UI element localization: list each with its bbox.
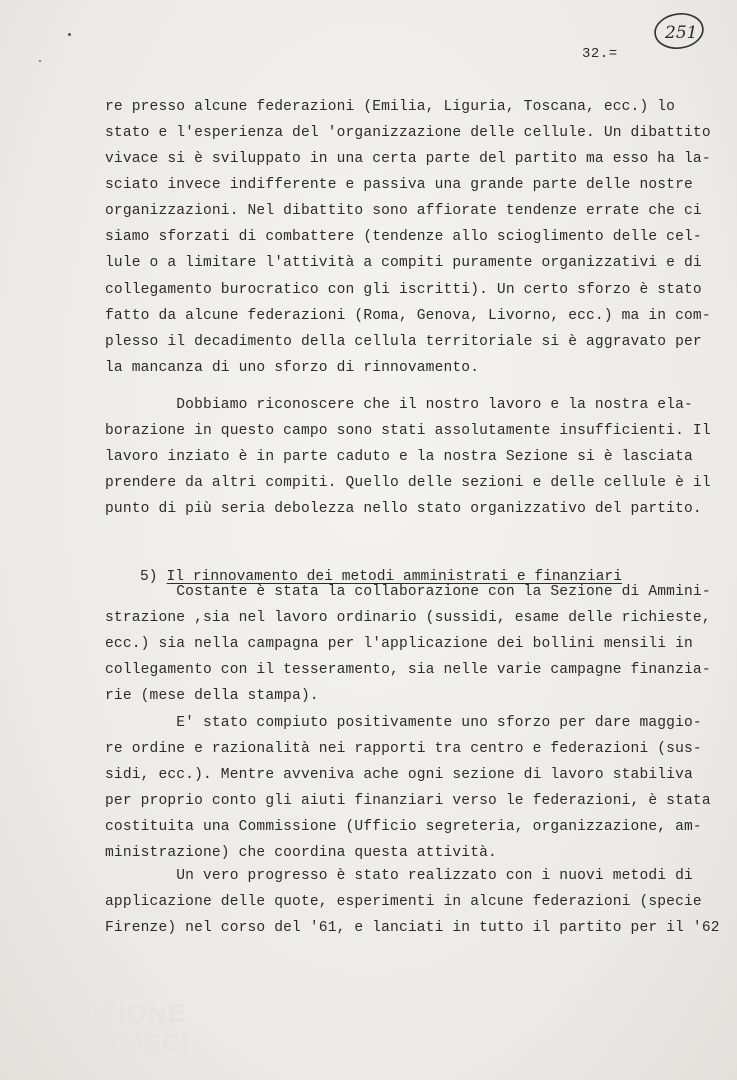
text-line: ministrazione) che coordina questa attività. — [105, 845, 497, 861]
text-line: costituita una Commissione (Ufficio segreteria, organizzazione, am- — [105, 819, 702, 835]
text-line: ecc.) sia nella campagna per l'applicazione dei bollini mensili in — [105, 636, 693, 652]
text-line: sciato invece indifferente e passiva una grande parte delle nostre — [105, 177, 693, 193]
text-line: organizzazioni. Nel dibattito sono affiorate tendenze errate che ci — [105, 203, 702, 219]
text-line: prendere da altri compiti. Quello delle sezioni e delle cellule è il — [105, 475, 711, 491]
text-line: plesso il decadimento della cellula territoriale si è aggravato per — [105, 334, 702, 350]
text-line: lavoro inziato è in parte caduto e la nostra Sezione si è lasciata — [105, 449, 693, 465]
text-line: re presso alcune federazioni (Emilia, Liguria, Toscana, ecc.) lo — [105, 99, 676, 115]
text-line: Un vero progresso è stato realizzato con i nuovi metodi di — [105, 868, 693, 884]
section-title: Il rinnovamento dei metodi amministrati e finanziari — [166, 569, 622, 585]
text-line: re ordine e razionalità nei rapporti tra centro e federazioni (sus- — [105, 741, 702, 757]
section-number: 5) — [140, 569, 158, 585]
text-line: applicazione delle quote, esperimenti in alcune federazioni (specie — [105, 894, 702, 910]
text-line: Firenze) nel corso del '61, e lanciati in tutto il partito per il '62 — [105, 920, 720, 936]
ink-speck — [68, 33, 71, 36]
text-line: collegamento con il tesseramento, sia nelle varie campagne finanzia- — [105, 662, 711, 678]
text-line: strazione ,sia nel lavoro ordinario (sussidi, esame delle richieste, — [105, 610, 711, 626]
text-line: stato e l'esperienza del 'organizzazione delle cellule. Un dibattito — [105, 125, 711, 141]
text-line: vivace si è sviluppato in una certa parte del partito ma esso ha la- — [105, 151, 711, 167]
archive-number: 251 — [665, 23, 698, 43]
text-line: sidi, ecc.). Mentre avveniva ache ogni sezione di lavoro stabiliva — [105, 767, 693, 783]
text-line: Dobbiamo riconoscere che il nostro lavoro e la nostra ela- — [105, 397, 693, 413]
text-line: borazione in questo campo sono stati assolutamente insufficienti. Il — [105, 423, 711, 439]
text-line: lule o a limitare l'attività a compiti puramente organizzativi e di — [105, 255, 702, 271]
watermark-text: GRAMSCI — [60, 1028, 190, 1058]
text-line: rie (mese della stampa). — [105, 688, 319, 704]
text-line: E' stato compiuto positivamente uno sforzo per dare maggio- — [105, 715, 702, 731]
text-line: per proprio conto gli aiuti finanziari verso le federazioni, è stata — [105, 793, 711, 809]
watermark-text: FONDAZIONE — [4, 998, 186, 1028]
text-line: fatto da alcune federazioni (Roma, Genova, Livorno, ecc.) ma in com- — [105, 308, 711, 324]
archive-number-stamp — [652, 10, 706, 52]
ink-speck — [39, 60, 41, 62]
text-line: Costante è stata la collaborazione con la Sezione di Ammini- — [105, 584, 711, 600]
text-line: punto di più seria debolezza nello stato organizzativo del partito. — [105, 501, 702, 517]
text-line: la mancanza di uno sforzo di rinnovamento. — [105, 360, 480, 376]
text-line: collegamento burocratico con gli iscritti). Un certo sforzo è stato — [105, 282, 702, 298]
page-number: 32.= — [582, 46, 618, 62]
text-line: siamo sforzati di combattere (tendenze allo scioglimento delle cel- — [105, 229, 702, 245]
